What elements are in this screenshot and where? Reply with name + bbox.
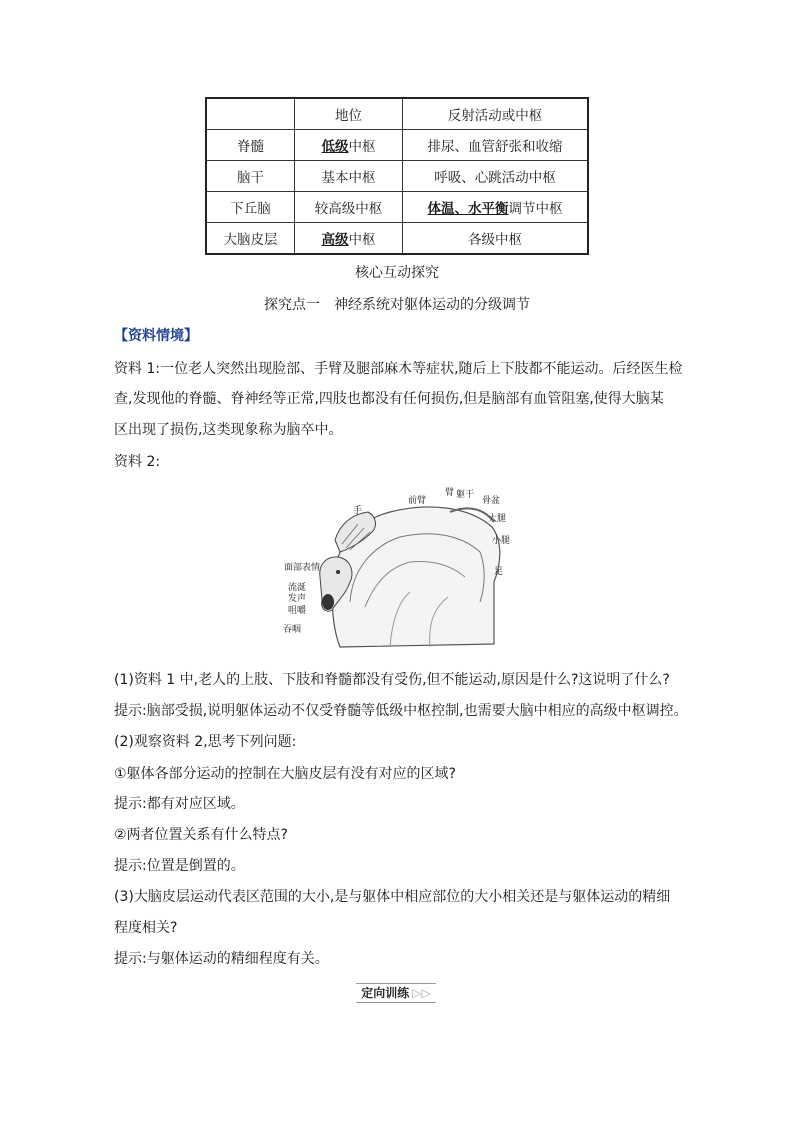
table-cell-name: 脑干 xyxy=(206,161,295,192)
material1-line: 区出现了损伤,这类现象称为脑卒中。 xyxy=(114,422,343,438)
double-arrow-icon: ▷▷ xyxy=(412,986,431,1000)
question-2-1: ①躯体各部分运动的控制在大脑皮层有没有对应的区域? xyxy=(114,766,456,782)
label-thigh: 大腿 xyxy=(488,514,507,524)
table-cell-name: 下丘脑 xyxy=(206,192,295,223)
label-pelvis: 骨盆 xyxy=(482,496,501,506)
cell-text: 中枢 xyxy=(348,139,376,155)
table-row xyxy=(206,192,588,223)
label-foot: 足 xyxy=(494,567,504,577)
table-header-row xyxy=(206,98,588,130)
motor-homunculus-figure xyxy=(280,482,520,654)
label-forearm: 前臂 xyxy=(408,496,427,506)
cell-text: 基本中枢 xyxy=(321,170,376,186)
table-cell-status xyxy=(295,223,403,255)
question-3-line: (3)大脑皮层运动代表区范围的大小,是与躯体中相应部位的大小相关还是与躯体运动的精细 xyxy=(114,889,671,905)
answer-3: 提示:与躯体运动的精细程度有关。 xyxy=(114,951,329,967)
table-row xyxy=(206,161,588,192)
label-swallow: 吞咽 xyxy=(283,625,302,635)
label-calf: 小腿 xyxy=(492,536,511,546)
table-cell-function xyxy=(403,192,589,223)
table-row xyxy=(206,130,588,161)
label-voice: 发声 xyxy=(288,594,307,604)
answer-2-1: 提示:都有对应区域。 xyxy=(114,796,245,812)
table-cell-status xyxy=(295,130,403,161)
table-cell-name: 大脑皮层 xyxy=(206,223,295,255)
table-cell-function xyxy=(403,130,589,161)
cell-text: 中枢 xyxy=(348,232,376,248)
cell-text: 呼吸、心跳活动中枢 xyxy=(434,170,556,186)
table-cell-name: 脊髓 xyxy=(206,130,295,161)
table-header-cell xyxy=(206,98,295,130)
answer-2-2: 提示:位置是倒置的。 xyxy=(114,858,245,874)
blank-answer: 体温、水平衡 xyxy=(427,201,509,217)
blank-answer: 高级 xyxy=(321,232,349,248)
cell-text: 各级中枢 xyxy=(468,232,522,248)
cell-text: 较高级中枢 xyxy=(314,201,383,217)
question-1: (1)资料 1 中,老人的上肢、下肢和脊髓都没有受伤,但不能运动,原因是什么?这说明了什么? xyxy=(114,672,670,688)
material2-label: 资料 2: xyxy=(114,454,161,470)
table-cell-status xyxy=(295,161,403,192)
training-label: 定向训练 xyxy=(361,986,410,1000)
label-saliva: 流涎 xyxy=(288,583,307,593)
material-heading: 【资料情境】 xyxy=(114,328,198,344)
material1-line: 查,发现他的脊髓、脊神经等正常,四肢也都没有任何损伤,但是脑部有血管阻塞,使得大脑某 xyxy=(114,391,664,407)
label-arm: 臂 xyxy=(445,488,455,498)
table-row xyxy=(206,223,588,255)
cell-text: 调节中枢 xyxy=(508,201,563,217)
label-chew: 咀嚼 xyxy=(288,606,307,616)
section-title: 核心互动探究 xyxy=(355,265,439,281)
table-cell-function xyxy=(403,223,589,255)
answer-1: 提示:脑部受损,说明躯体运动不仅受脊髓等低级中枢控制,也需要大脑中相应的高级中枢调控。 xyxy=(114,703,688,719)
label-trunk: 躯干 xyxy=(456,490,475,500)
question-3-line: 程度相关? xyxy=(114,920,178,936)
label-hand: 手 xyxy=(353,506,363,516)
table-cell-function xyxy=(403,161,589,192)
nerve-center-table xyxy=(205,97,589,255)
directed-training-button[interactable] xyxy=(356,983,436,1003)
table-header-cell: 地位 xyxy=(295,98,403,130)
subsection-title: 探究点一 神经系统对躯体运动的分级调节 xyxy=(264,297,530,313)
label-face: 面部表情 xyxy=(284,563,321,573)
question-2: (2)观察资料 2,思考下列问题: xyxy=(114,734,297,750)
material1-line: 资料 1:一位老人突然出现脸部、手臂及腿部麻木等症状,随后上下肢都不能运动。后经医生检 xyxy=(114,361,683,377)
cell-text: 排尿、血管舒张和收缩 xyxy=(427,139,563,155)
table-header-cell: 反射活动或中枢 xyxy=(403,98,589,130)
table-cell-status xyxy=(295,192,403,223)
question-2-2: ②两者位置关系有什么特点? xyxy=(114,827,288,843)
blank-answer: 低级 xyxy=(321,139,349,155)
